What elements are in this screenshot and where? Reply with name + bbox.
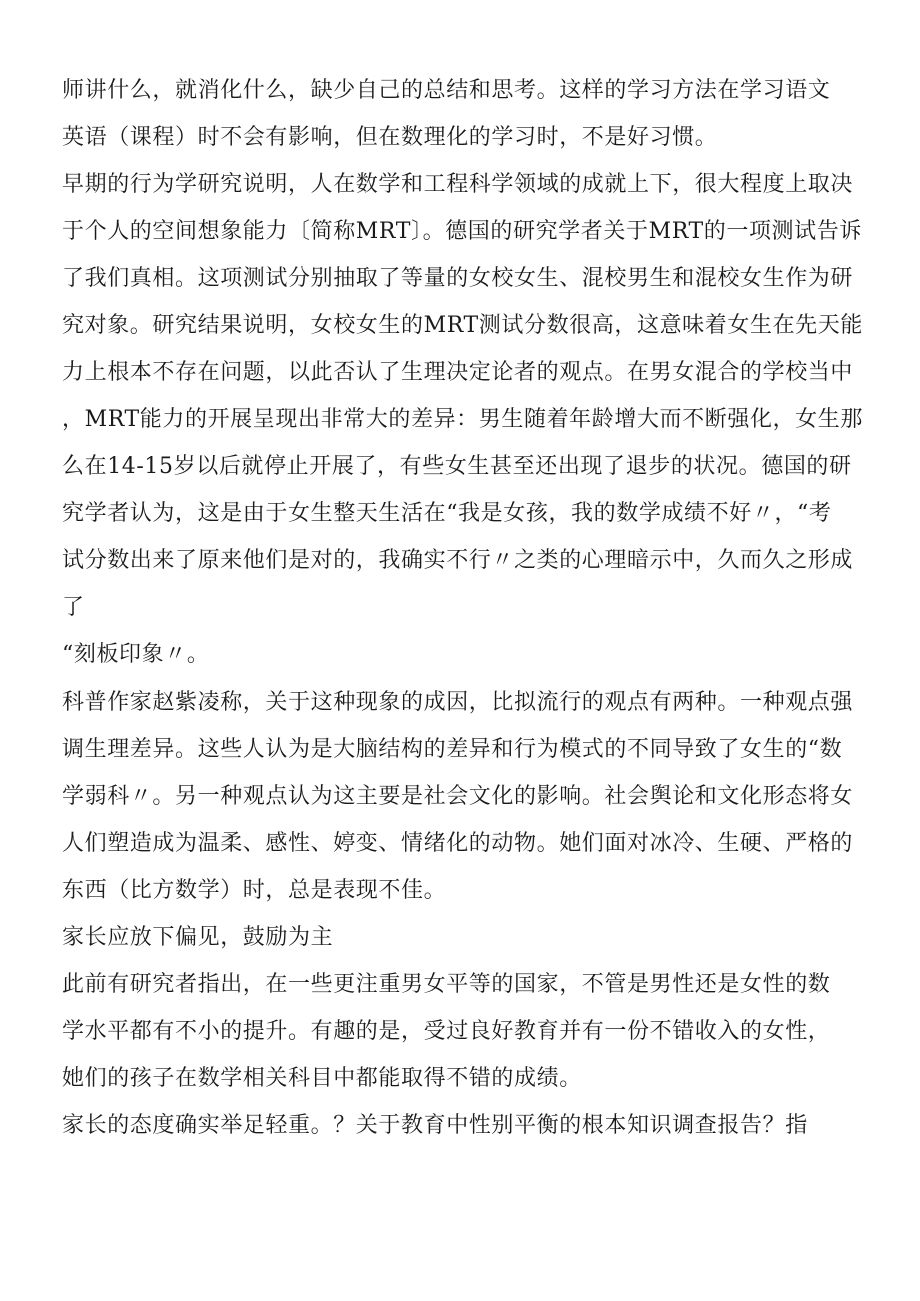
- text-line: 学弱科〃。另一种观点认为这主要是社会文化的影响。社会舆论和文化形态将女: [62, 784, 854, 809]
- text-line: 了: [62, 595, 85, 620]
- text-line: 此前有研究者指出，在一些更注重男女平等的国家，不管是男性还是女性的数: [62, 972, 831, 997]
- text-line: 究对象。研究结果说明，女校女生的MRT测试分数很高，这意味着女生在先天能: [62, 313, 863, 338]
- text-line: 早期的行为学研究说明，人在数学和工程科学领域的成就上下，很大程度上取决: [62, 172, 854, 197]
- text-line: 于个人的空间想象能力〔简称MRT〕。德国的研究学者关于MRT的一项测试告诉: [62, 219, 862, 244]
- text-line: ，MRT能力的开展呈现出非常大的差异：男生随着年龄增大而不断强化，女生那: [62, 407, 863, 432]
- text-line: 学水平都有不小的提升。有趣的是，受过良好教育并有一份不错收入的女性，: [62, 1019, 831, 1044]
- section-heading: 家长应放下偏见，鼓励为主: [62, 925, 334, 950]
- text-line: “刻板印象〃。: [62, 642, 210, 667]
- text-line: 力上根本不存在问题，以此否认了生理决定论者的观点。在男女混合的学校当中: [62, 360, 854, 385]
- text-line: 科普作家赵紫凌称，关于这种现象的成因，比拟流行的观点有两种。一种观点强: [62, 690, 854, 715]
- text-line: 她们的孩子在数学相关科目中都能取得不错的成绩。: [62, 1066, 582, 1091]
- text-line: 英语（课程）时不会有影响，但在数理化的学习时，不是好习惯。: [62, 125, 718, 150]
- text-line: 家长的态度确实举足轻重。？关于教育中性别平衡的根本知识调查报告？指: [62, 1113, 808, 1138]
- text-line: 人们塑造成为温柔、感性、婷变、情绪化的动物。她们面对冰冷、生硬、严格的: [62, 831, 854, 856]
- text-line: 调生理差异。这些人认为是大脑结构的差异和行为模式的不同导致了女生的“数: [62, 737, 843, 762]
- text-line: 究学者认为，这是由于女生整天生活在“我是女孩，我的数学成绩不好〃，“考: [62, 501, 832, 526]
- text-line: 东西（比方数学）时，总是表现不佳。: [62, 878, 447, 903]
- text-line: 了我们真相。这项测试分别抽取了等量的女校女生、混校男生和混校女生作为研: [62, 266, 854, 291]
- text-line: 师讲什么，就消化什么，缺少自己的总结和思考。这样的学习方法在学习语文: [62, 78, 831, 103]
- text-line: 么在14-15岁以后就停止开展了，有些女生甚至还出现了退步的状况。德国的研: [62, 454, 852, 479]
- text-line: 试分数出来了原来他们是对的，我确实不行〃之类的心理暗示中，久而久之形成: [62, 548, 854, 573]
